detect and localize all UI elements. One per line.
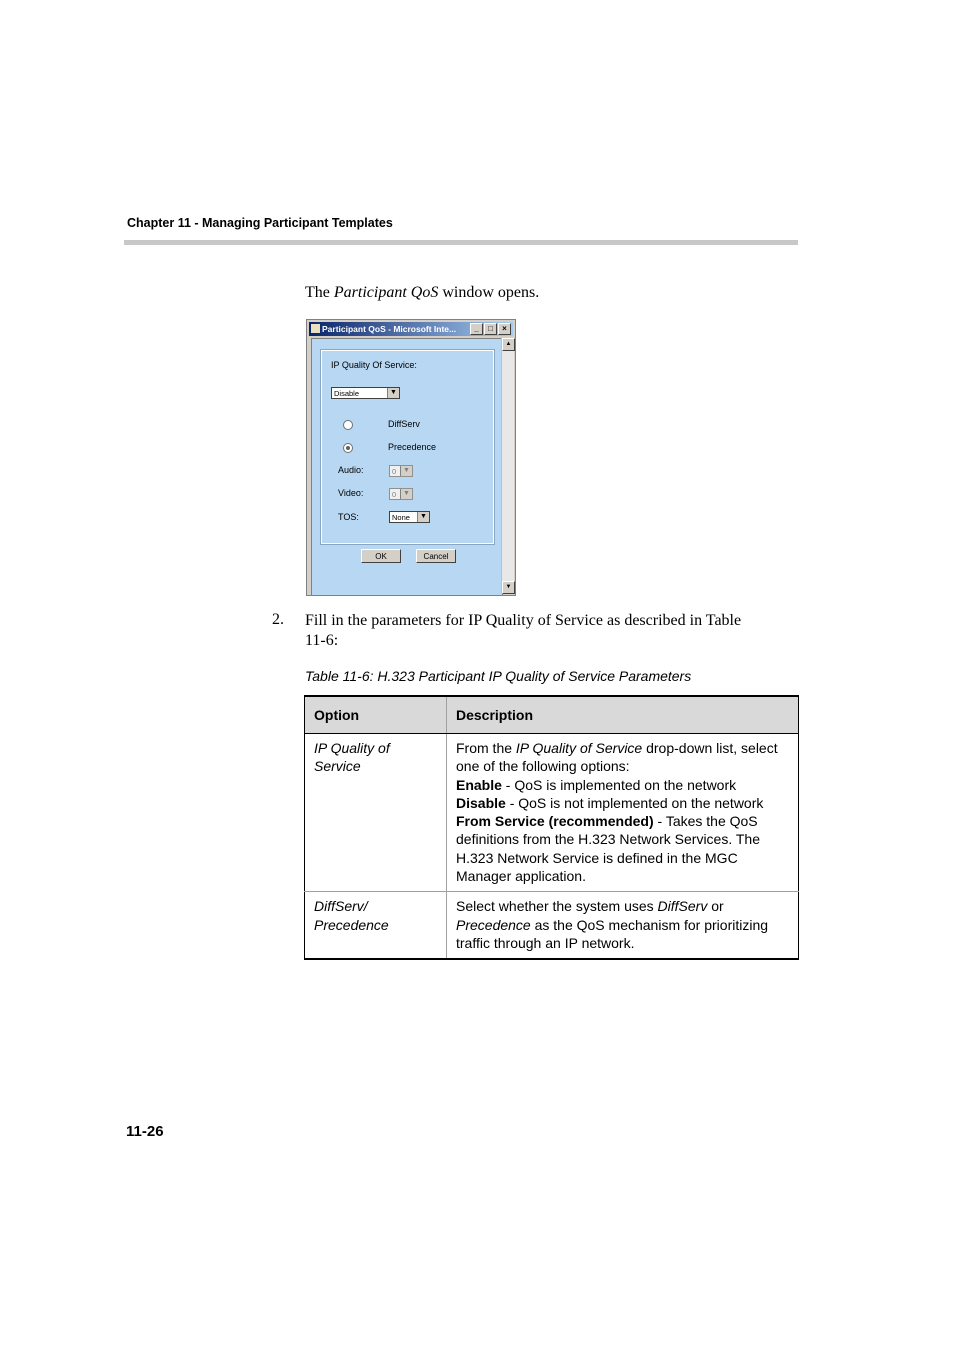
table-row [305,892,799,959]
ip-qos-label: IP Quality Of Service: [331,360,417,370]
ok-button[interactable]: OK [361,549,401,563]
diffserv-label: DiffServ [388,419,420,429]
window-client-area [311,338,503,596]
description-cell: Select whether the system uses DiffServ or Precedence as the QoS mechanism for prioritizing traffic through an IP network. [447,892,799,959]
table-row [305,734,799,892]
intro-paragraph: The Participant QoS window opens. [305,284,540,301]
chevron-down-icon: ▼ [400,489,412,499]
description-intro: From the IP Quality of Service drop-down list, select one of the following options: [456,740,778,775]
window-titlebar: Participant QoS - Microsoft Inte... _ □ × [309,322,513,336]
video-label: Video: [338,488,364,498]
chevron-down-icon: ▼ [400,466,412,476]
from-service-option: From Service (recommended) - Takes the QoS definitions from the H.323 Network Services. The H.323 Network Service is defined in the MGC Manager application. [456,813,760,885]
chevron-down-icon: ▼ [387,388,399,398]
audio-label: Audio: [338,465,364,475]
disable-option: Disable - QoS is not implemented on the network [456,794,764,811]
table-header-row [305,696,799,734]
tos-select[interactable]: None ▼ [389,511,430,523]
close-button[interactable]: × [498,323,511,335]
scroll-down-icon[interactable]: ▼ [502,581,515,594]
chapter-header: Chapter 11 - Managing Participant Templates [127,216,393,230]
vertical-scrollbar[interactable] [501,338,514,594]
audio-select[interactable]: 0 ▼ [389,465,413,477]
cancel-button[interactable]: Cancel [416,549,456,563]
column-header-option: Option [305,696,447,734]
enable-option: Enable - QoS is implemented on the network [456,776,737,793]
table-caption: Table 11-6: H.323 Participant IP Quality of Service Parameters [305,668,692,684]
video-select[interactable]: 0 ▼ [389,488,413,500]
description-cell [447,734,799,892]
option-cell: DiffServ/ Precedence [305,892,447,959]
column-header-description: Description [447,696,799,734]
step-number: 2. [272,611,284,628]
tos-label: TOS: [338,512,359,522]
option-cell: IP Quality of Service [305,734,447,892]
step-text: Fill in the parameters for IP Quality of Service as described in Table 11-6: [305,612,742,649]
qos-group-box [321,350,494,544]
scroll-up-icon[interactable]: ▲ [502,338,515,351]
precedence-label: Precedence [388,442,437,452]
maximize-button[interactable]: □ [484,323,497,335]
browser-icon [311,324,320,333]
diffserv-radio[interactable] [343,420,353,430]
minimize-button[interactable]: _ [470,323,483,335]
ip-qos-select[interactable]: Disable ▼ [331,387,400,399]
chevron-down-icon: ▼ [417,512,429,522]
header-rule [124,240,798,245]
page-number: 11-26 [126,1123,164,1140]
participant-qos-window [306,319,516,596]
qos-parameters-table [304,695,799,960]
precedence-radio[interactable] [343,443,353,453]
